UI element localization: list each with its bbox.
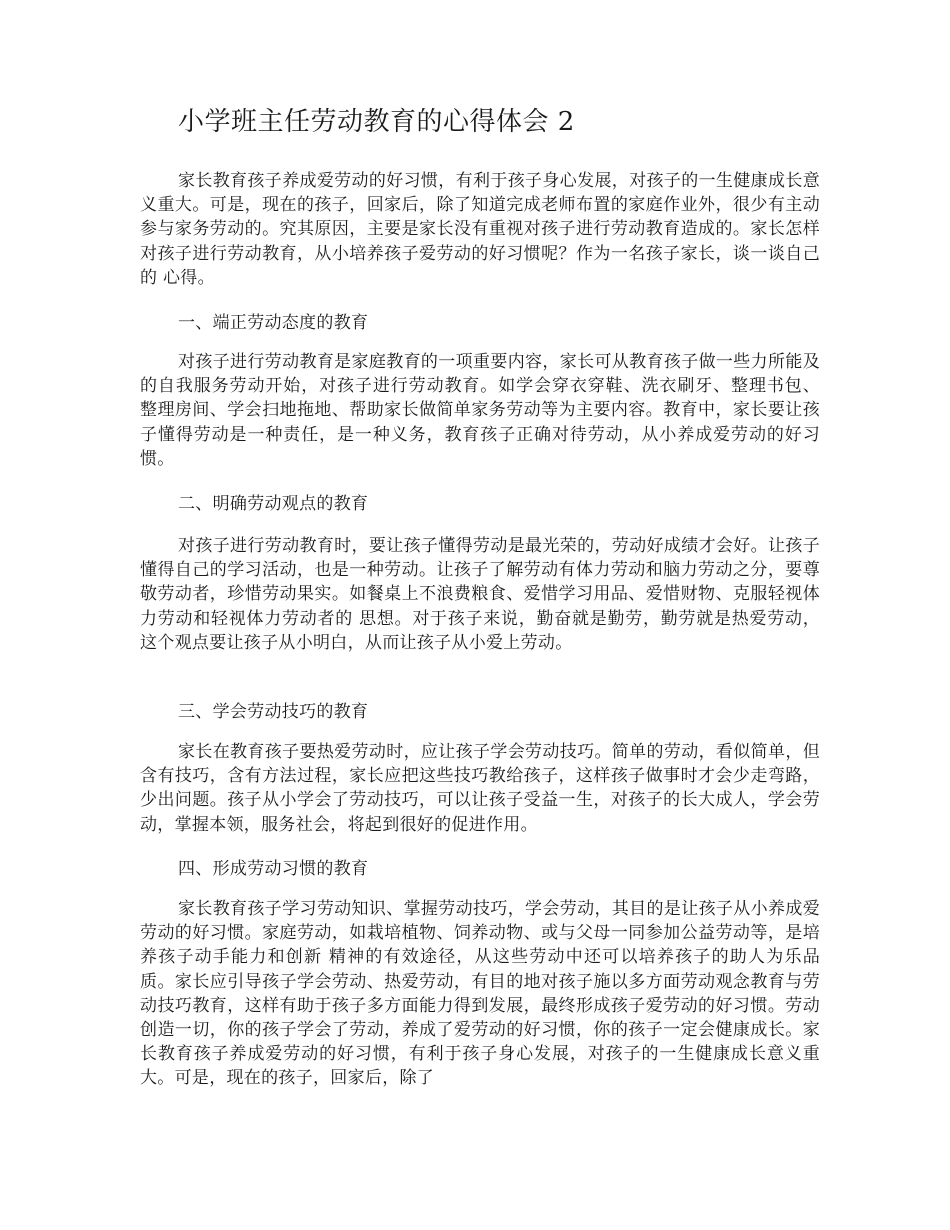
section-heading-4: 四、形成劳动习惯的教育 — [178, 859, 369, 879]
section-heading-1: 一、端正劳动态度的教育 — [178, 313, 369, 333]
section-body-2: 对孩子进行劳动教育时，要让孩子懂得劳动是最光荣的，劳动好成绩才会好。让孩子懂得自己的学习活动，也是一种劳动。让孩子了解劳动有体力劳动和脑力劳动之分，要尊敬劳动者，珍惜劳动果实。如餐桌上不浪费粮食、爱惜学习用品、爱惜财物、克服轻视体力劳动和轻视体力劳动者的 思想。对于孩子来说，勤奋就是勤劳，勤劳就是热爱劳动，这个观点要让孩子从小明白，从而让孩子从小爱上劳动。 — [140, 536, 820, 653]
section-body-1: 对孩子进行劳动教育是家庭教育的一项重要内容，家长可从教育孩子做一些力所能及的自我服务劳动开始，对孩子进行劳动教育。如学会穿衣穿鞋、洗衣刷牙、整理书包、 整理房间、学会扫地拖地、帮助家长做简单家务劳动等为主要内容。教育中，家长要让孩子懂得劳动是一种责任，是一种义务，教育孩子正确对待劳动，从小养成爱劳动的好习惯。 — [140, 352, 820, 469]
section-body-4: 家长教育孩子学习劳动知识、掌握劳动技巧，学会劳动，其目的是让孩子从小养成爱劳动的好习惯。家庭劳动，如栽培植物、饲养动物、或与父母一同参加公益劳动等，是培养孩子动手能力和创新 精神的有效途径，从这些劳动中还可以培养孩子的助人为乐品质。家长应引导孩子学会劳动、热爱劳动，有目的地对孩子施以多方面劳动观念教育与劳动技巧教育，这样有助于孩子多方面能力得到发展，最终形成孩子爱劳动的好习惯。劳动创造一切，你的孩子学会了劳动，养成了爱劳动的好习惯，你的孩子一定会健康成长。家长教育孩子养成爱劳动的好习惯，有利于孩子身心发展，对孩子的一生健康成长意义重大。可是，现在的孩子，回家后，除了 — [140, 899, 820, 1089]
intro-paragraph: 家长教育孩子养成爱劳动的好习惯，有利于孩子身心发展，对孩子的一生健康成长意义重大。可是，现在的孩子，回家后，除了知道完成老师布置的家庭作业外，很少有主动参与家务劳动的。究其原因，主要是家长没有重视对孩子进行劳动教育造成的。家长怎样对孩子进行劳动教育，从小培养孩子爱劳动的好习惯呢？作为一名孩子家长，谈一谈自己的 心得。 — [140, 171, 820, 288]
section-body-3: 家长在教育孩子要热爱劳动时，应让孩子学会劳动技巧。简单的劳动，看似简单，但含有技巧，含有方法过程，家长应把这些技巧教给孩子，这样孩子做事时才会少走弯路，少出问题。孩子从小学会了劳动技巧，可以让孩子受益一生，对孩子的长大成人，学会劳动，掌握本领，服务社会，将起到很好的促进作用。 — [140, 742, 820, 835]
section-heading-3: 三、学会劳动技巧的教育 — [178, 702, 369, 722]
section-heading-2: 二、明确劳动观点的教育 — [178, 494, 369, 514]
document-title: 小学班主任劳动教育的心得体会 2 — [178, 107, 575, 137]
